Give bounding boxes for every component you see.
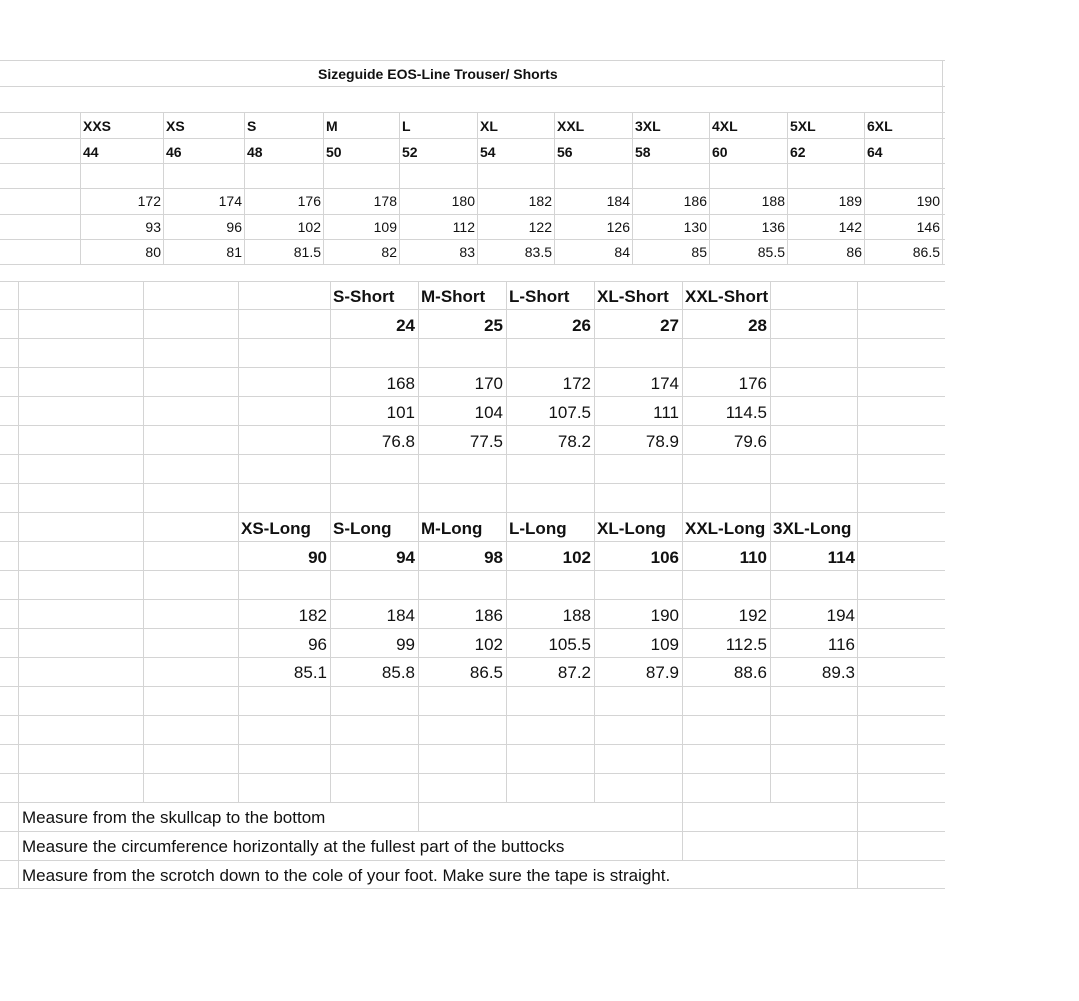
measure-value: 136 [761, 219, 785, 235]
measure-value: 112.5 [725, 635, 767, 654]
long-size-label: S-Long [333, 519, 392, 538]
measure-value: 146 [916, 219, 940, 235]
measure-value: 130 [683, 219, 707, 235]
measure-value: 83 [459, 244, 475, 260]
measure-value: 101 [386, 403, 415, 422]
long-size-label: 3XL-Long [773, 519, 852, 538]
long-size-code: 114 [827, 548, 855, 567]
long-size-code: 102 [562, 548, 591, 567]
size-code: 46 [166, 144, 182, 160]
size-label: 5XL [790, 118, 816, 134]
measure-value: 87.9 [645, 663, 679, 682]
short-size-code: 26 [572, 316, 591, 335]
measure-value: 89.3 [821, 663, 855, 682]
measure-value: 109 [373, 219, 397, 235]
measure-value: 82 [381, 244, 397, 260]
measure-value: 85.5 [757, 244, 785, 260]
size-code: 58 [635, 144, 651, 160]
measure-value: 88.6 [733, 663, 767, 682]
measure-value: 189 [838, 193, 862, 209]
size-code: 52 [402, 144, 418, 160]
long-size-label: M-Long [421, 519, 483, 538]
measure-value: 96 [308, 635, 327, 654]
measure-value: 96 [226, 219, 242, 235]
measure-value: 102 [474, 635, 503, 654]
size-code: 64 [867, 144, 883, 160]
size-code: 60 [712, 144, 728, 160]
size-label: XL [480, 118, 498, 134]
short-size-code: 28 [748, 316, 767, 335]
size-code: 48 [247, 144, 263, 160]
size-code: 44 [83, 144, 99, 160]
measure-value: 122 [528, 219, 552, 235]
measure-value: 172 [562, 374, 591, 393]
measure-value: 174 [650, 374, 679, 393]
measure-value: 126 [606, 219, 630, 235]
long-size-code: 110 [739, 548, 767, 567]
measure-value: 184 [386, 606, 415, 625]
measure-value: 178 [373, 193, 397, 209]
size-code: 62 [790, 144, 806, 160]
measure-value: 85.8 [381, 663, 415, 682]
measure-value: 186 [474, 606, 503, 625]
size-label: L [402, 118, 411, 134]
measure-value: 188 [562, 606, 591, 625]
long-size-code: 94 [396, 548, 415, 567]
measure-value: 168 [386, 374, 415, 393]
size-code: 56 [557, 144, 573, 160]
measure-note: Measure from the scrotch down to the cole of your foot. Make sure the tape is straight. [22, 866, 671, 885]
measure-value: 116 [827, 635, 855, 654]
measure-value: 194 [826, 606, 855, 625]
measure-value: 182 [528, 193, 552, 209]
long-size-label: XXL-Long [685, 519, 766, 538]
long-size-label: L-Long [509, 519, 567, 538]
measure-value: 142 [838, 219, 862, 235]
size-label: M [326, 118, 338, 134]
measure-value: 172 [137, 193, 161, 209]
measure-value: 180 [451, 193, 475, 209]
size-code: 54 [480, 144, 496, 160]
measure-value: 174 [218, 193, 242, 209]
long-size-code: 106 [650, 548, 679, 567]
measure-value: 192 [738, 606, 767, 625]
measure-value: 85 [691, 244, 707, 260]
short-size-label: L-Short [509, 287, 570, 306]
page-title: Sizeguide EOS-Line Trouser/ Shorts [318, 66, 558, 82]
measure-value: 104 [474, 403, 503, 422]
short-size-label: S-Short [333, 287, 395, 306]
measure-value: 109 [650, 635, 679, 654]
measure-value: 102 [297, 219, 321, 235]
long-size-code: 98 [484, 548, 503, 567]
measure-value: 114.5 [725, 403, 767, 422]
measure-note: Measure the circumference horizontally at the fullest part of the buttocks [22, 837, 565, 856]
short-size-label: XXL-Short [685, 287, 769, 306]
measure-value: 76.8 [381, 432, 415, 451]
measure-value: 78.9 [645, 432, 679, 451]
measure-value: 81 [226, 244, 242, 260]
size-label: 6XL [867, 118, 893, 134]
measure-value: 176 [738, 374, 767, 393]
size-code: 50 [326, 144, 342, 160]
long-size-label: XS-Long [241, 519, 311, 538]
size-label: 4XL [712, 118, 738, 134]
measure-value: 188 [761, 193, 785, 209]
size-label: XXL [557, 118, 585, 134]
measure-value: 186 [683, 193, 707, 209]
measure-note: Measure from the skullcap to the bottom [22, 808, 326, 827]
size-label: 3XL [635, 118, 661, 134]
measure-value: 99 [396, 635, 415, 654]
short-size-code: 27 [660, 316, 679, 335]
long-size-label: XL-Long [597, 519, 666, 538]
long-size-code: 90 [308, 548, 327, 567]
measure-value: 105.5 [548, 635, 591, 654]
measure-value: 79.6 [733, 432, 767, 451]
measure-value: 84 [614, 244, 630, 260]
short-size-code: 24 [396, 316, 415, 335]
short-size-label: M-Short [421, 287, 486, 306]
size-label: S [247, 118, 257, 134]
measure-value: 112 [452, 219, 475, 235]
measure-value: 182 [298, 606, 327, 625]
measure-value: 107.5 [548, 403, 591, 422]
measure-value: 83.5 [524, 244, 552, 260]
size-label: XS [166, 118, 185, 134]
measure-value: 85.1 [293, 663, 327, 682]
measure-value: 80 [145, 244, 161, 260]
measure-value: 176 [297, 193, 321, 209]
measure-value: 190 [650, 606, 679, 625]
short-size-code: 25 [484, 316, 503, 335]
short-size-label: XL-Short [597, 287, 669, 306]
measure-value: 170 [474, 374, 503, 393]
measure-value: 184 [606, 193, 630, 209]
measure-value: 87.2 [557, 663, 591, 682]
size-label: XXS [83, 118, 112, 134]
measure-value: 86 [846, 244, 862, 260]
measure-value: 86.5 [469, 663, 503, 682]
measure-value: 93 [145, 219, 161, 235]
measure-value: 190 [916, 193, 940, 209]
measure-value: 86.5 [912, 244, 940, 260]
measure-value: 81.5 [293, 244, 321, 260]
measure-value: 77.5 [469, 432, 503, 451]
measure-value: 111 [653, 403, 679, 422]
measure-value: 78.2 [557, 432, 591, 451]
